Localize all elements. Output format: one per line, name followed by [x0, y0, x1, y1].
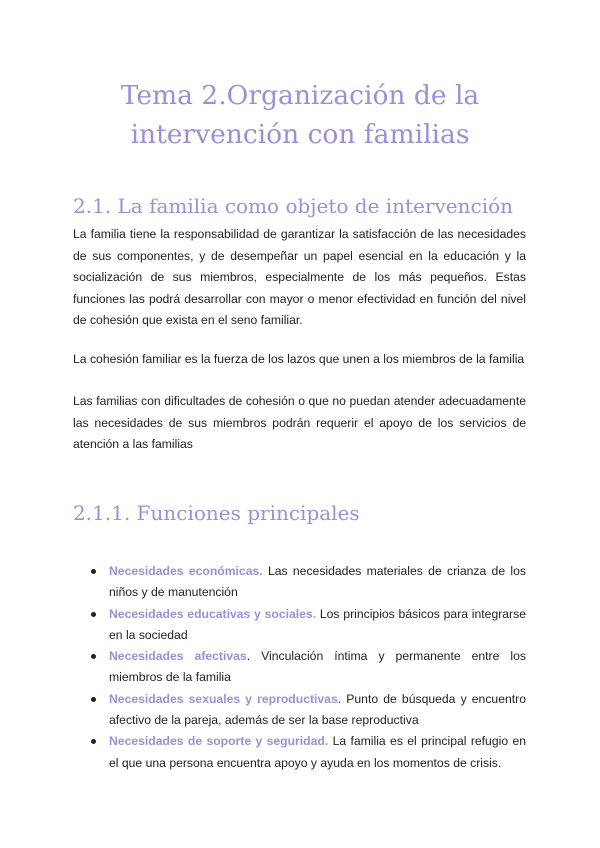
- list-item: [73, 689, 526, 732]
- document-title: [0, 76, 600, 154]
- functions-list: [73, 561, 526, 774]
- section-heading-2-1-1: 2.1.1. Funciones principales: [73, 501, 360, 525]
- list-item-text: La familia es el principal refugio en el que una persona encuentra apoyo y ayuda en los momentos de crisis.: [109, 734, 526, 770]
- title-line-1: Tema 2.Organización de la: [120, 80, 480, 111]
- list-item: [73, 561, 526, 604]
- list-item-term: Necesidades de soporte y seguridad.: [109, 734, 329, 749]
- paragraph-cohesion-definition: La cohesión familiar es la fuerza de los lazos que unen a los miembros de la familia: [73, 352, 525, 366]
- list-item-term: Necesidades afectivas: [109, 649, 247, 664]
- title-line-2: intervención con familias: [130, 119, 470, 150]
- list-item: [73, 604, 526, 647]
- section-heading-2-1: 2.1. La familia como objeto de intervención: [73, 194, 514, 218]
- list-item-text: . Punto de búsqueda y encuentro afectivo de la pareja, además de ser la base reproductiva: [109, 691, 526, 728]
- paragraph-cohesion-difficulties: Las familias con dificultades de cohesión o que no puedan atender adecuadamente las necesidades de sus miembros podrán requerir el apoyo de los servicios de atención a las familias: [73, 394, 526, 451]
- paragraph-family-responsibility: La familia tiene la responsabilidad de garantizar la satisfacción de las necesidades de sus componentes, y de desempeñar un papel esencial en la educación y la socialización de sus miembros, especialmente de los más pequeños. Estas funciones las podrá desarrollar con mayor o menor efectividad en función del nivel de cohesión que exista en el seno familiar.: [73, 227, 526, 327]
- list-item-term: Necesidades educativas y sociales.: [109, 606, 317, 621]
- list-item-text: Los principios básicos para integrarse en la sociedad: [109, 606, 526, 642]
- list-item-term: Necesidades sexuales y reproductivas: [109, 691, 338, 706]
- bullet-icon: [91, 612, 96, 617]
- list-item: [73, 731, 526, 774]
- list-item-text: Las necesidades materiales de crianza de los niños y de manutención: [109, 564, 526, 600]
- bullet-icon: [91, 697, 96, 702]
- bullet-icon: [91, 739, 96, 744]
- list-item-text: . Vinculación íntima y permanente entre los miembros de la familia: [109, 649, 526, 685]
- bullet-icon: [91, 654, 96, 659]
- list-item: [73, 646, 526, 689]
- list-item-term: Necesidades económicas.: [109, 564, 263, 578]
- bullet-icon: [91, 569, 96, 574]
